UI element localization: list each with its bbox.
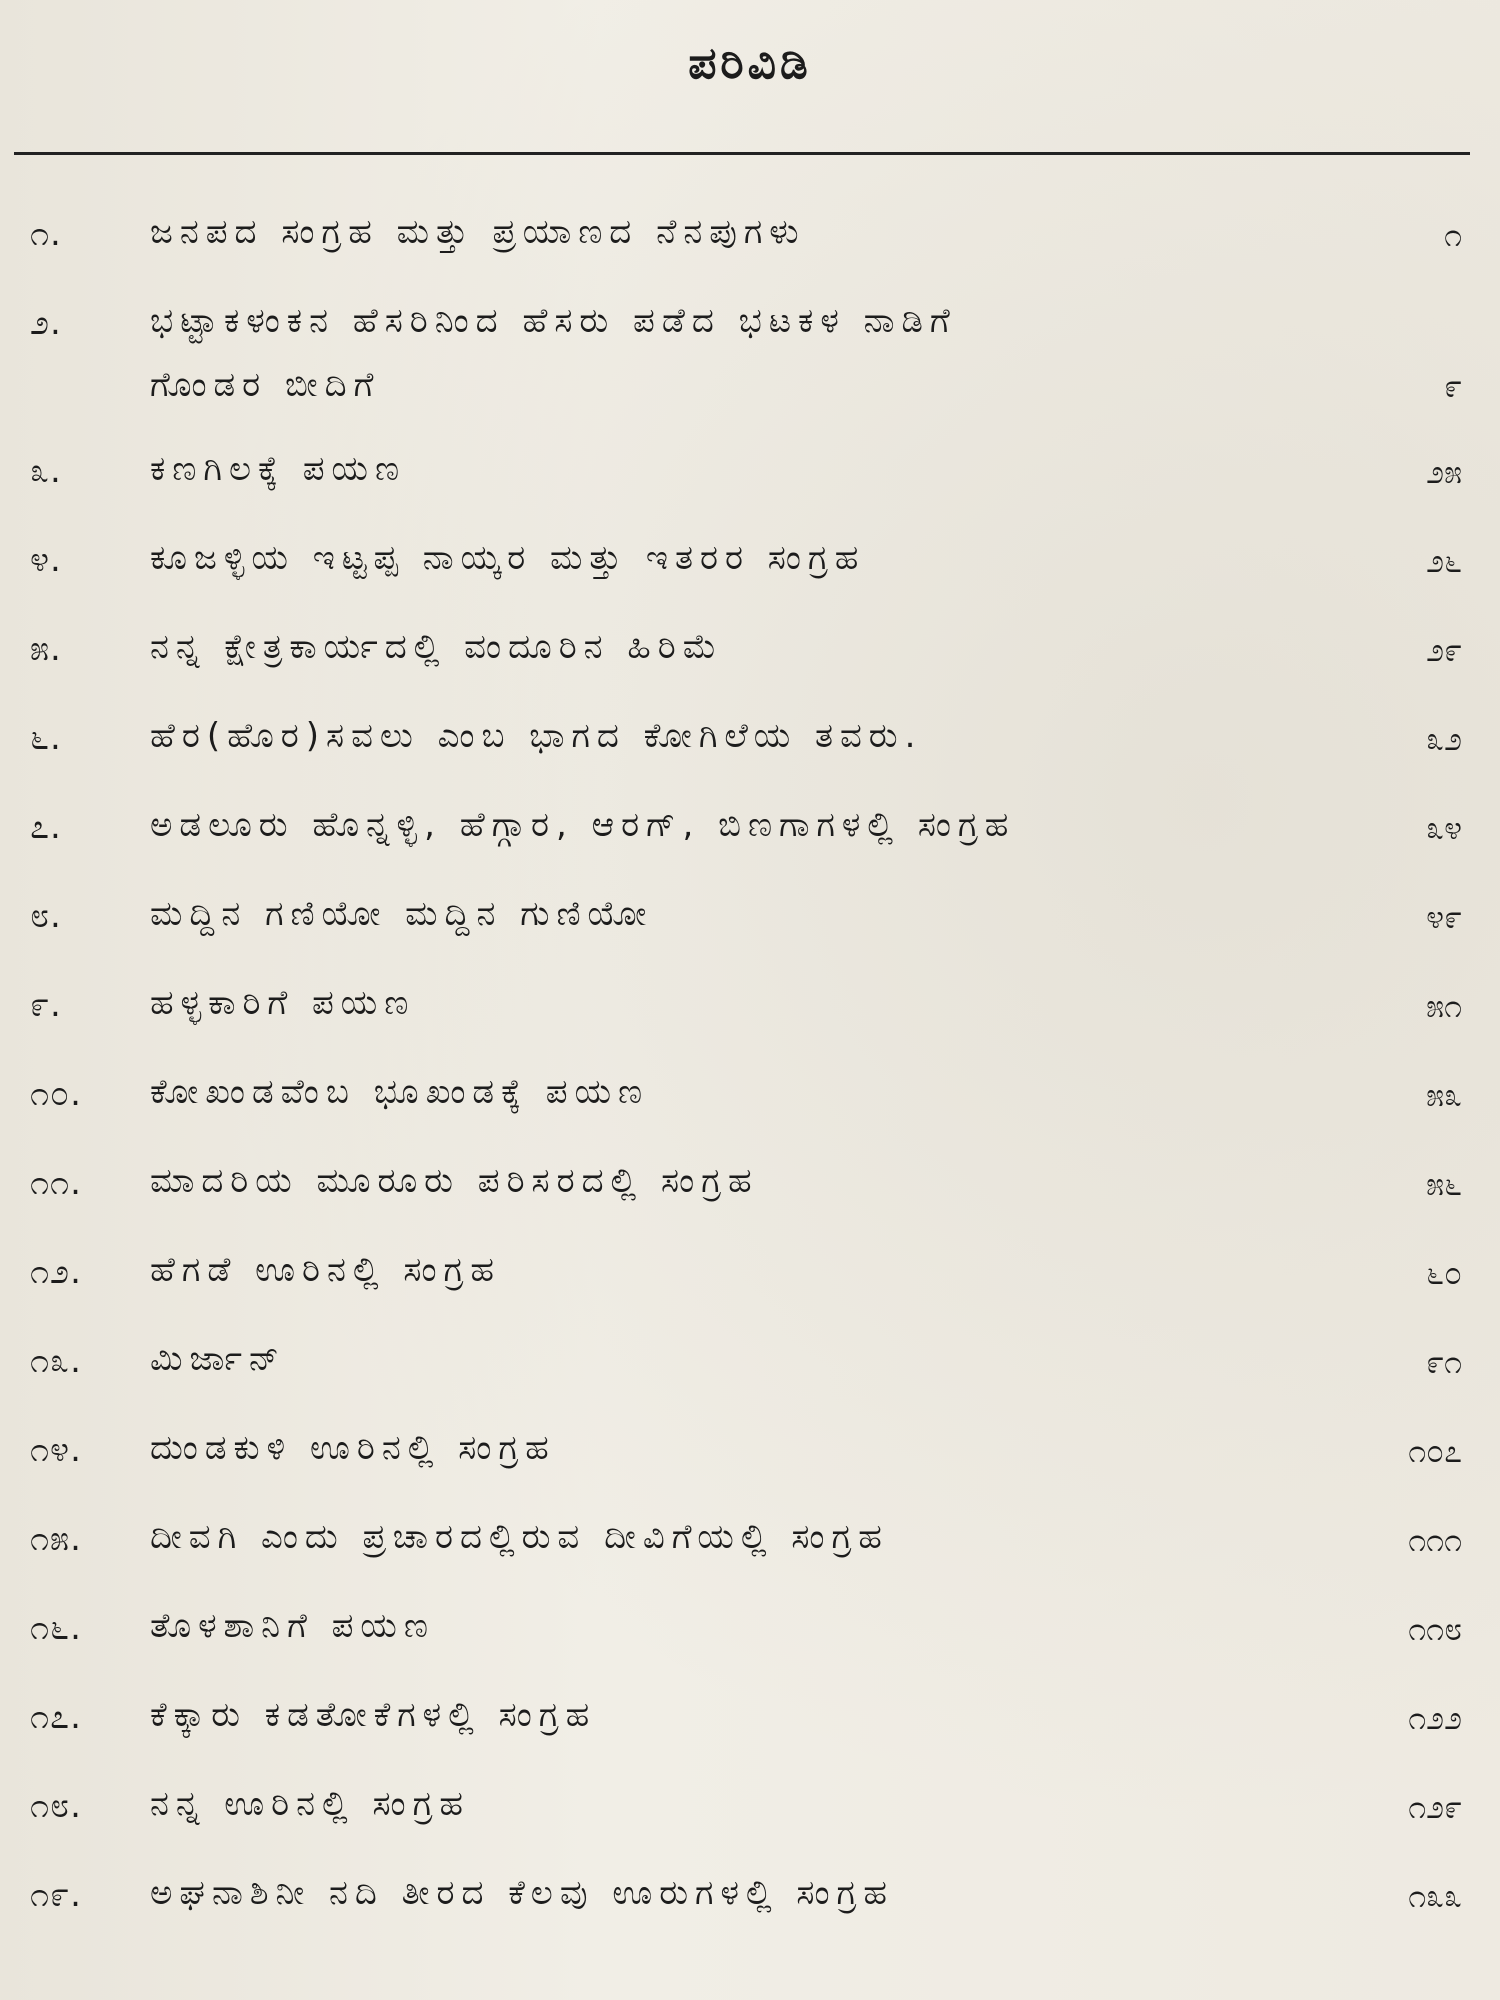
entry-title-line: ನನ್ನ ಕ್ಷೇತ್ರಕಾರ್ಯದಲ್ಲಿ ವಂದೂರಿನ ಹಿರಿಮೆ (150, 627, 724, 667)
entry-number: ೧೯. (30, 1875, 82, 1915)
entry-page-number: ೨೯ (1426, 631, 1462, 669)
toc-entry-4[interactable] (0, 532, 1500, 621)
entry-number: ೧೬. (30, 1608, 82, 1648)
entry-number: ೧೫. (30, 1519, 82, 1559)
entry-title-line: ಕೋಖಂಡವೆಂಬ ಭೂಖಂಡಕ್ಕೆ ಪಯಣ (150, 1072, 650, 1112)
entry-title-line: ಹಳ್ಳಕಾರಿಗೆ ಪಯಣ (150, 983, 416, 1023)
entry-page-number: ೧೩೩ (1408, 1877, 1462, 1915)
entry-page-number: ೯೧ (1426, 1343, 1462, 1381)
entry-title (150, 449, 1260, 489)
entry-title (150, 1517, 1260, 1557)
entry-title (150, 1428, 1260, 1468)
page-title: ಪರಿವಿಡಿ (688, 38, 812, 89)
entry-title-line: ಕೂಜಳ್ಳಿಯ ಇಟ್ಟಪ್ಪ ನಾಯ್ಕರ ಮತ್ತು ಇತರರ ಸಂಗ್ರಹ (150, 538, 866, 578)
heading-divider (14, 152, 1470, 155)
entry-title-line-2: ಗೊಂಡರ ಬೀದಿಗೆ (150, 365, 381, 405)
entry-page-number: ೨೬ (1426, 542, 1462, 580)
entry-number: ೭. (30, 807, 62, 847)
entry-number: ೧೧. (30, 1163, 82, 1203)
entry-number: ೨. (30, 303, 62, 343)
entry-title (150, 716, 1260, 756)
entry-page-number: ೧೦೭ (1408, 1432, 1462, 1470)
toc-entry-18[interactable] (0, 1778, 1500, 1867)
entry-number: ೧. (30, 214, 62, 254)
entry-title-line: ಅಘನಾಶಿನೀ ನದಿ ತೀರದ ಕೆಲವು ಊರುಗಳಲ್ಲಿ ಸಂಗ್ರಹ (150, 1873, 894, 1913)
entry-page-number: ೧೨೨ (1408, 1699, 1462, 1737)
entry-number: ೧೩. (30, 1341, 82, 1381)
toc-entry-1[interactable] (0, 206, 1500, 295)
entry-title (150, 1606, 1260, 1646)
entry-title (150, 301, 1260, 405)
toc-entry-19[interactable] (0, 1867, 1500, 1956)
entry-title (150, 1161, 1260, 1201)
entry-page-number: ೫೬ (1426, 1165, 1462, 1203)
entry-title (150, 1250, 1260, 1290)
entry-title (150, 1695, 1260, 1735)
entry-title-line: ನನ್ನ ಊರಿನಲ್ಲಿ ಸಂಗ್ರಹ (150, 1784, 470, 1824)
entry-title (150, 1784, 1260, 1824)
entry-number: ೧೦. (30, 1074, 82, 1114)
entry-title (150, 894, 1260, 934)
entry-page-number: ೩೨ (1426, 720, 1462, 758)
toc-entry-3[interactable] (0, 443, 1500, 532)
toc-entry-17[interactable] (0, 1689, 1500, 1778)
toc-entry-12[interactable] (0, 1244, 1500, 1333)
entry-title-line: ಕಣಗಿಲಕ್ಕೆ ಪಯಣ (150, 449, 407, 489)
table-of-contents (0, 206, 1500, 1956)
entry-page-number: ೧ (1444, 216, 1462, 254)
toc-entry-6[interactable] (0, 710, 1500, 799)
entry-page-number: ೫೧ (1426, 987, 1462, 1025)
entry-number: ೪. (30, 540, 62, 580)
entry-title (150, 538, 1260, 578)
entry-number: ೧೪. (30, 1430, 82, 1470)
entry-title-line: ಹೆರ(ಹೊರ)ಸವಲು ಎಂಬ ಭಾಗದ ಕೋಗಿಲೆಯ ತವರು. (150, 716, 923, 756)
entry-page-number: ೧೨೯ (1408, 1788, 1462, 1826)
toc-entry-16[interactable] (0, 1600, 1500, 1689)
toc-entry-14[interactable] (0, 1422, 1500, 1511)
entry-page-number: ೫೩ (1426, 1076, 1462, 1114)
entry-title (150, 1339, 1260, 1379)
entry-title-line: ದುಂಡಕುಳಿ ಊರಿನಲ್ಲಿ ಸಂಗ್ರಹ (150, 1428, 556, 1468)
entry-page-number: ೯ (1444, 367, 1462, 405)
entry-number: ೯. (30, 985, 62, 1025)
entry-title (150, 805, 1260, 845)
entry-number: ೧೮. (30, 1786, 82, 1826)
entry-title-line: ಭಟ್ಟಾಕಳಂಕನ ಹೆಸರಿನಿಂದ ಹೆಸರು ಪಡೆದ ಭಟಕಳ ನಾಡಿಗೆ (150, 301, 957, 341)
entry-title (150, 627, 1260, 667)
entry-title-line: ಮಾದರಿಯ ಮೂರೂರು ಪರಿಸರದಲ್ಲಿ ಸಂಗ್ರಹ (150, 1161, 759, 1201)
entry-number: ೧೭. (30, 1697, 82, 1737)
entry-title-line: ಮದ್ದಿನ ಗಣಿಯೋ ಮದ್ದಿನ ಗುಣಿಯೋ (150, 894, 654, 934)
entry-title-line: ದೀವಗಿ ಎಂದು ಪ್ರಚಾರದಲ್ಲಿರುವ ದೀವಿಗೆಯಲ್ಲಿ ಸಂಗ್ರಹ (150, 1517, 889, 1557)
entry-number: ೮. (30, 896, 62, 936)
toc-entry-9[interactable] (0, 977, 1500, 1066)
entry-title-line: ಹೆಗಡೆ ಊರಿನಲ್ಲಿ ಸಂಗ್ರಹ (150, 1250, 501, 1290)
toc-entry-5[interactable] (0, 621, 1500, 710)
toc-entry-13[interactable] (0, 1333, 1500, 1422)
toc-entry-8[interactable] (0, 888, 1500, 977)
entry-page-number: ೪೯ (1426, 898, 1462, 936)
entry-title (150, 212, 1260, 252)
entry-number: ೬. (30, 718, 62, 758)
entry-title-line: ಜನಪದ ಸಂಗ್ರಹ ಮತ್ತು ಪ್ರಯಾಣದ ನೆನಪುಗಳು (150, 212, 806, 252)
entry-page-number: ೧೧೮ (1408, 1610, 1462, 1648)
entry-number: ೧೨. (30, 1252, 82, 1292)
entry-title (150, 983, 1260, 1023)
toc-entry-7[interactable] (0, 799, 1500, 888)
toc-entry-2[interactable] (0, 295, 1500, 443)
toc-entry-15[interactable] (0, 1511, 1500, 1600)
toc-entry-11[interactable] (0, 1155, 1500, 1244)
entry-title-line: ಮಿರ್ಜಾನ್ (150, 1339, 286, 1379)
toc-entry-10[interactable] (0, 1066, 1500, 1155)
entry-title-line: ಕೆಕ್ಕಾರು ಕಡತೋಕೆಗಳಲ್ಲಿ ಸಂಗ್ರಹ (150, 1695, 597, 1735)
entry-page-number: ೧೧೧ (1408, 1521, 1462, 1559)
entry-number: ೩. (30, 451, 62, 491)
entry-title-line: ಅಡಲೂರು ಹೊನ್ನಳ್ಳಿ, ಹೆಗ್ಗಾರ, ಆರಗ್, ಬಿಣಗಾಗಳಲ್ಲಿ ಸಂಗ್ರಹ (150, 805, 1016, 845)
entry-page-number: ೨೫ (1426, 453, 1462, 491)
entry-title (150, 1873, 1260, 1913)
entry-page-number: ೬೦ (1426, 1254, 1462, 1292)
entry-number: ೫. (30, 629, 62, 669)
entry-title-line: ತೊಳಶಾನಿಗೆ ಪಯಣ (150, 1606, 435, 1646)
entry-page-number: ೩೪ (1426, 809, 1462, 847)
entry-title (150, 1072, 1260, 1112)
